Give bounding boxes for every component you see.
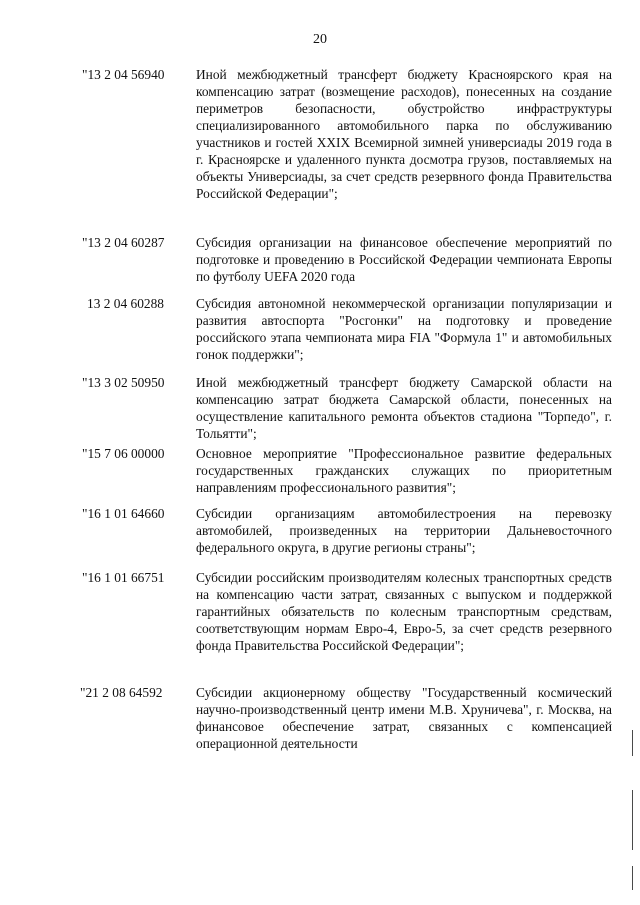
entry-description: Субсидии акционерному обществу "Государственный космический научно-производственный центр имени М.В. Хруничева", г. Москва, на финансовое обеспечение затрат, связанных с компенсацией операционной деятельности (196, 685, 612, 751)
budget-code: "13 3 02 50950 (82, 375, 165, 390)
budget-code: 13 2 04 60288 (87, 296, 164, 311)
scan-edge-mark (632, 866, 633, 890)
entry-description: Иной межбюджетный трансферт бюджету Красноярского края на компенсацию затрат (возмещение расходов), понесенных на создание периметров безопасности, обустройство инфраструктуры специализированного автомобильного парка по обслуживанию участников и гостей XXIX Всемирной зимней универсиады 2019 года в г. Красноярске и удаленного пункта досмотра грузов, поставляемых на объекты Универсиады, за счет средств резервного фонда Правительства Российской Федерации"; (196, 67, 612, 201)
scan-edge-mark (632, 790, 633, 850)
entry-description: Основное мероприятие "Профессиональное развитие федеральных государственных гражданских служащих по приоритетным направлениям профессионального развития"; (196, 446, 612, 495)
entry-description: Иной межбюджетный трансферт бюджету Самарской области на компенсацию затрат бюджета Самарской области, понесенных на осуществление капитального ремонта объектов стадиона "Торпедо", г. Тольятти"; (196, 375, 612, 441)
entry-description: Субсидии организациям автомобилестроения на перевозку автомобилей, произведенных на территории Дальневосточного федерального округа, в другие регионы страны"; (196, 506, 612, 555)
budget-code: "16 1 01 64660 (82, 506, 165, 521)
entry-description: Субсидия автономной некоммерческой организации популяризации и развития автоспорта "Росгонки" на подготовку и проведение российского этапа чемпионата мира FIA "Формула 1" и автомобильных гонок поддержки"; (196, 296, 612, 362)
budget-code: "13 2 04 60287 (82, 235, 165, 250)
entry-description: Субсидия организации на финансовое обеспечение мероприятий по подготовке и проведению в Российской Федерации чемпионата Европы по футболу UEFA 2020 года (196, 235, 612, 284)
budget-code: "15 7 06 00000 (82, 446, 165, 461)
page-number: 20 (313, 32, 327, 47)
budget-code: "13 2 04 56940 (82, 67, 165, 82)
entry-description: Субсидии российским производителям колесных транспортных средств на компенсацию части затрат, связанных с выпуском и поддержкой гарантийных обязательств по колесным транспортным средствам, соответствующим нормам Евро-4, Евро-5, за счет средств резервного фонда Правительства Российской Федерации"; (196, 570, 612, 653)
scan-edge-mark (632, 730, 633, 756)
budget-code: "16 1 01 66751 (82, 570, 165, 585)
budget-code: "21 2 08 64592 (80, 685, 163, 700)
